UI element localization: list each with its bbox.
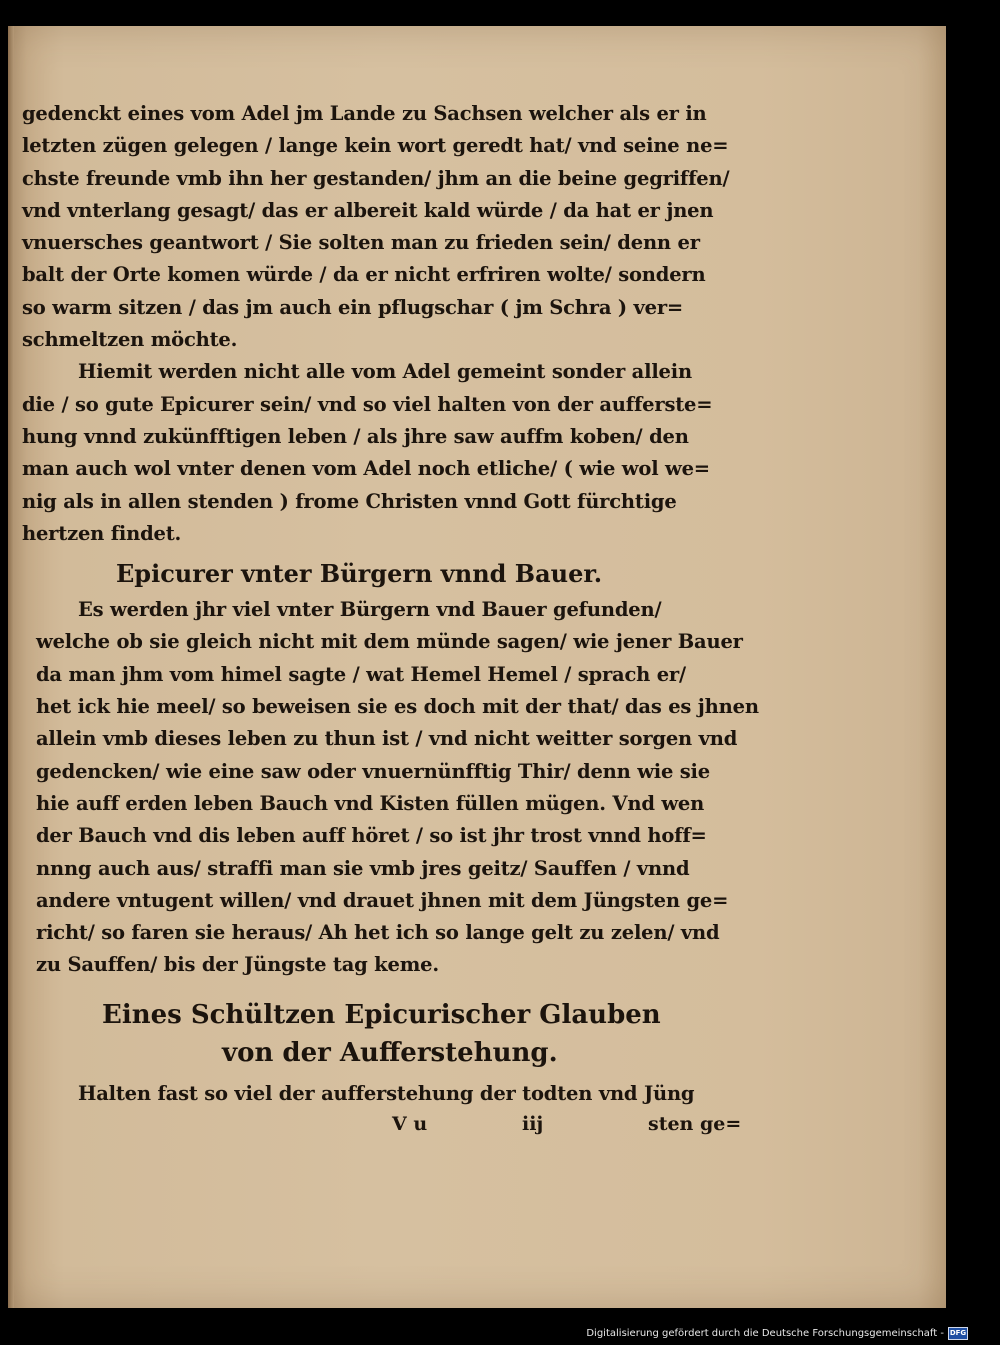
text-line: allein vmb dieses leben zu thun ist / vnd nicht weitter sorgen vnd [36, 727, 738, 751]
text-line: andere vntugent willen/ vnd drauet jhnen mit dem Jüngsten ge= [36, 888, 729, 912]
text-line: vnuersches geantwort / Sie solten man zu frieden sein/ denn er [22, 231, 700, 255]
text-line: nnng auch aus/ straffi man sie vmb jres geitz/ Sauffen / vnnd [36, 856, 690, 880]
text-line: zu Sauffen/ bis der Jüngste tag keme. [36, 953, 439, 977]
paragraph-first-line: Halten fast so viel der aufferstehung der todten vnd Jüng [78, 1081, 695, 1105]
text-line: balt der Orte komen würde / da er nicht erfriren wolte/ sondern [22, 263, 706, 287]
text-line: gedencken/ wie eine saw oder vnuernünfftig Thir/ denn wie sie [36, 759, 710, 783]
funding-footer [586, 1327, 968, 1340]
page-binding-edge [8, 26, 14, 1308]
text-line: hie auff erden leben Bauch vnd Kisten füllen mügen. Vnd wen [36, 791, 705, 815]
book-page [8, 26, 946, 1308]
catchword: sten ge= [648, 1113, 742, 1136]
signature-mark: V u [392, 1113, 428, 1136]
text-line: welche ob sie gleich nicht mit dem münde sagen/ wie jener Bauer [36, 630, 743, 654]
paragraph-first-line: Hiemit werden nicht alle vom Adel gemeint sonder allein [78, 360, 692, 384]
section-heading-continued: von der Aufferstehung. [222, 1037, 558, 1068]
page-text-block [22, 98, 759, 1138]
text-line: gedenckt eines vom Adel jm Lande zu Sachsen welcher als er in [22, 102, 707, 125]
text-line: hertzen findet. [22, 521, 182, 545]
text-line: der Bauch vnd dis leben auff höret / so ist jhr trost vnnd hoff= [36, 824, 707, 848]
text-line: schmeltzen möchte. [22, 328, 238, 352]
text-line: da man jhm vom himel sagte / wat Hemel Hemel / sprach er/ [36, 662, 686, 686]
text-line: man auch wol vnter denen vom Adel noch etliche/ ( wie wol we= [22, 457, 710, 481]
signature-number: iij [522, 1113, 544, 1136]
text-line: die / so gute Epicurer sein/ vnd so viel halten von der aufferste= [22, 392, 713, 416]
text-line: letzten zügen gelegen / lange kein wort geredt hat/ vnd seine ne= [22, 134, 729, 158]
text-line: vnd vnterlang gesagt/ das er albereit kald würde / da hat er jnen [22, 198, 714, 222]
text-line: richt/ so faren sie heraus/ Ah het ich so lange gelt zu zelen/ vnd [36, 921, 720, 945]
section-heading: Eines Schültzen Epicurischer Glauben [102, 999, 661, 1030]
text-line: so warm sitzen / das jm auch ein pflugschar ( jm Schra ) ver= [22, 295, 684, 319]
funding-notice: Digitalisierung gefördert durch die Deutsche Forschungsgemeinschaft - [586, 1328, 944, 1339]
paragraph-first-line: Es werden jhr viel vnter Bürgern vnd Bauer gefunden/ [78, 598, 662, 622]
text-line: het ick hie meel/ so beweisen sie es doch mit der that/ das es jhnen [36, 695, 759, 719]
signature-line [22, 1110, 752, 1138]
dfg-logo: DFG [948, 1327, 968, 1340]
text-line: nig als in allen stenden ) frome Christen vnnd Gott fürchtige [22, 489, 677, 513]
section-heading: Epicurer vnter Bürgern vnnd Bauer. [116, 559, 603, 589]
text-line: hung vnnd zukünfftigen leben / als jhre saw auffm koben/ den [22, 424, 689, 448]
text-line: chste freunde vmb ihn her gestanden/ jhm an die beine gegriffen/ [22, 166, 730, 190]
